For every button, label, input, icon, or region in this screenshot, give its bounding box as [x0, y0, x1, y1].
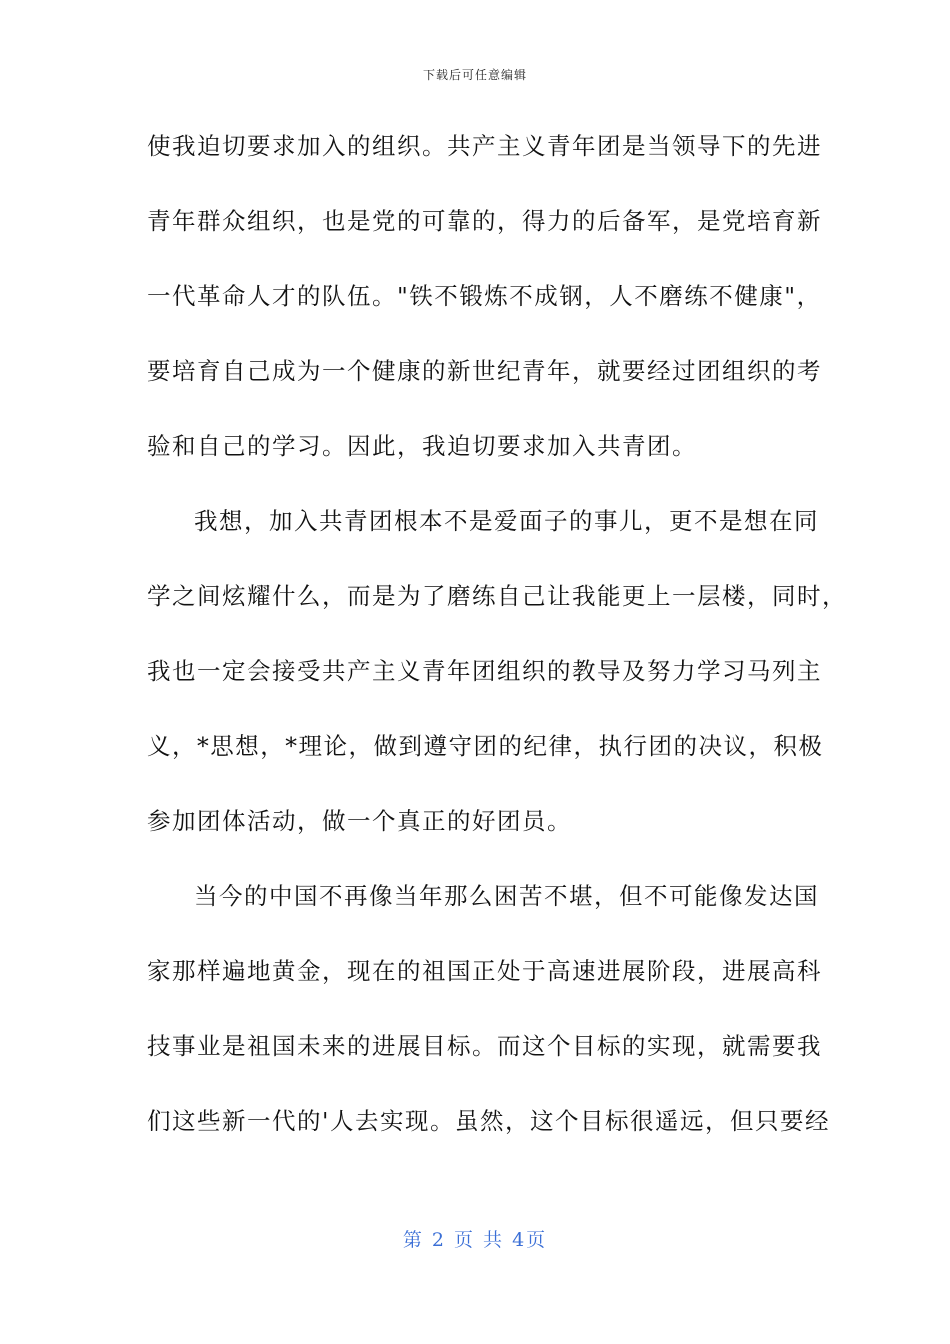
page-header: 下载后可任意编辑: [422, 68, 527, 82]
text-line-4: 要培育自己成为一个健康的新世纪青年，就要经过团组织的考: [147, 357, 822, 385]
text-line-8: 我也一定会接受共产主义青年团组织的教导及努力学习马列主: [147, 657, 822, 685]
text-line-9: 义，*思想，*理论，做到遵守团的纪律，执行团的决议，积极: [147, 732, 824, 760]
document-body: [147, 126, 847, 1176]
text-line-11: 当今的中国不再像当年那么困苦不堪，但不可能像发达国: [194, 882, 819, 910]
text-line-3: 一代革命人才的队伍。"铁不锻炼不成钢，人不磨练不健康"，: [147, 282, 822, 310]
page-footer: 第 2 页 共 4页: [402, 1229, 548, 1251]
text-line-14: 们这些新一代的'人去实现。虽然，这个目标很遥远，但只要经: [147, 1107, 830, 1135]
text-line-12: 家那样遍地黄金，现在的祖国正处于高速进展阶段，进展高科: [147, 957, 822, 985]
text-line-7: 学之间炫耀什么，而是为了磨练自己让我能更上一层楼，同时，: [147, 582, 847, 610]
text-line-2: 青年群众组织，也是党的可靠的，得力的后备军，是党培育新: [147, 207, 822, 235]
text-line-5: 验和自己的学习。因此，我迫切要求加入共青团。: [147, 432, 697, 460]
text-line-6: 我想，加入共青团根本不是爱面子的事儿，更不是想在同: [194, 507, 819, 535]
text-line-13: 技事业是祖国未来的进展目标。而这个目标的实现，就需要我: [147, 1032, 822, 1060]
text-line-10: 参加团体活动，做一个真正的好团员。: [147, 807, 572, 835]
text-line-1: 使我迫切要求加入的组织。共产主义青年团是当领导下的先进: [147, 132, 822, 160]
